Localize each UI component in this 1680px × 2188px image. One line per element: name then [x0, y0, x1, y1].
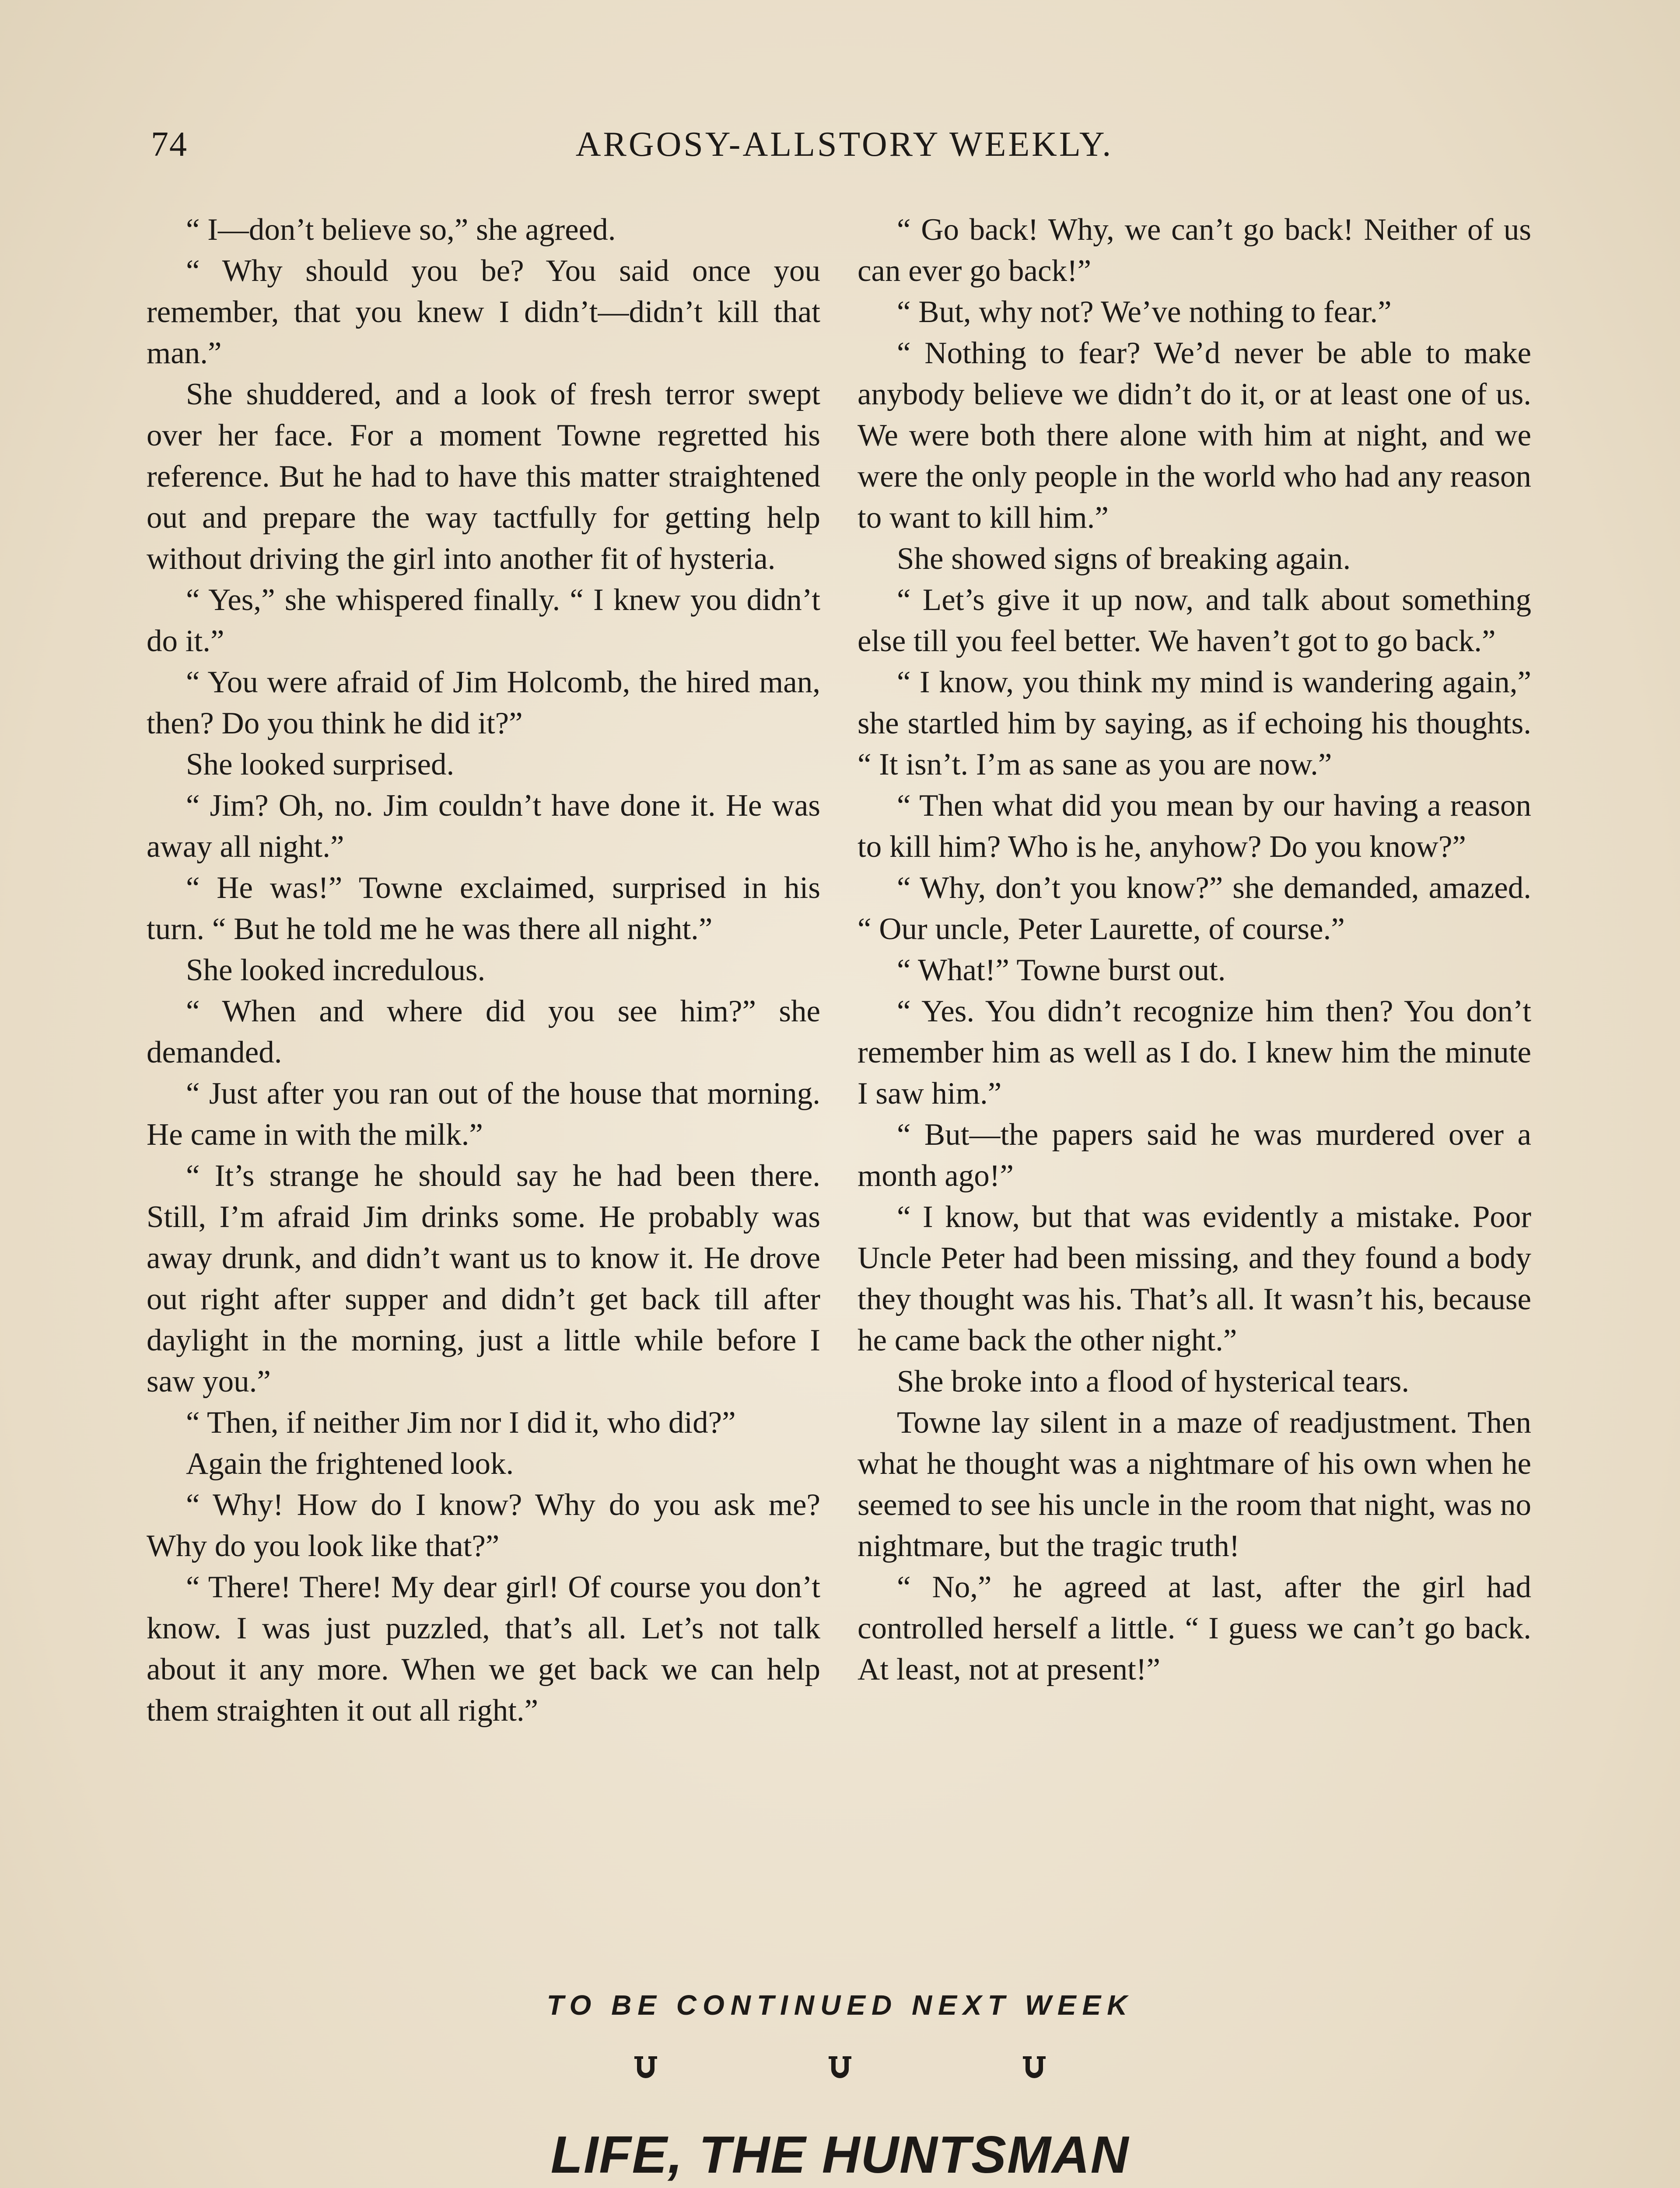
horseshoe-ornament-icon [826, 2055, 854, 2083]
paragraph: “ When and where did you see him?” she demanded. [147, 994, 820, 1069]
paragraph: “ Why, don’t you know?” she demanded, amazed. “ Our uncle, Peter Laurette, of course.” [858, 871, 1531, 946]
left-text-column [147, 209, 820, 1731]
paragraph: She shuddered, and a look of fresh terror swept over her face. For a moment Towne regretted his reference. But he had to have this matter straightened out and prepare the way tactfully for getting help without driving the girl into another fit of hysteria. [147, 377, 820, 576]
continued-notice: TO BE CONTINUED NEXT WEEK [546, 1989, 1134, 2021]
paragraph: “ Then what did you mean by our having a reason to kill him? Who is he, anyhow? Do you know?” [858, 789, 1531, 864]
paragraph: “ I—don’t believe so,” she agreed. [186, 213, 616, 247]
paragraph: “ Nothing to fear? We’d never be able to make anybody believe we didn’t do it, or at least one of us. We were both there alone with him at night, and we were the only people in the world who had any reason to want to kill him.” [858, 336, 1531, 535]
paragraph: “ Then, if neither Jim nor I did it, who did?” [186, 1406, 736, 1440]
paragraph: “ Yes. You didn’t recognize him then? You don’t remember him as well as I do. I knew him the minute I saw him.” [858, 994, 1531, 1111]
paragraph: “ Why should you be? You said once you remember, that you knew I didn’t—didn’t kill that man.” [147, 254, 820, 370]
paragraph: She broke into a flood of hysterical tears. [897, 1364, 1410, 1399]
paragraph: Again the frightened look. [186, 1447, 514, 1481]
paragraph: “ I know, but that was evidently a mistake. Poor Uncle Peter had been missing, and they found a body they thought was his. That’s all. It wasn’t his, because he came back the other night.” [858, 1200, 1531, 1357]
paragraph: Towne lay silent in a maze of readjustment. Then what he thought was a nightmare of his own when he seemed to see his uncle in the room that night, was no nightmare, but the tragic truth! [858, 1406, 1531, 1563]
poem-title: LIFE, THE HUNTSMAN [550, 2125, 1130, 2184]
paragraph: “ What!” Towne burst out. [897, 953, 1226, 987]
paragraph: “ There! There! My dear girl! Of course you don’t know. I was just puzzled, that’s all. Let’s not talk about it any more. When we get back we can help them straighten it out all right.” [147, 1570, 820, 1728]
paragraph: “ Let’s give it up now, and talk about something else till you feel better. We haven’t got to go back.” [858, 583, 1531, 658]
ornament-divider [0, 2055, 1680, 2094]
right-text-column [858, 209, 1531, 1690]
paragraph: “ No,” he agreed at last, after the girl had controlled herself a little. “ I guess we can’t go back. At least, not at present!” [858, 1570, 1531, 1687]
paragraph: She showed signs of breaking again. [897, 542, 1351, 576]
paragraph: She looked surprised. [186, 747, 455, 782]
paragraph: “ But—the papers said he was murdered over a month ago!” [858, 1118, 1531, 1193]
paragraph: “ Go back! Why, we can’t go back! Neither of us can ever go back!” [858, 213, 1531, 288]
paragraph: “ It’s strange he should say he had been there. Still, I’m afraid Jim drinks some. He probably was away drunk, and didn’t want us to know it. He drove out right after supper and didn’t get back till after daylight in the morning, just a little while before I saw you.” [147, 1159, 820, 1399]
paragraph: “ But, why not? We’ve nothing to fear.” [897, 295, 1392, 329]
paragraph: “ I know, you think my mind is wandering again,” she startled him by saying, as if echoing his thoughts. “ It isn’t. I’m as sane as you are now.” [858, 665, 1531, 782]
paragraph: “ You were afraid of Jim Holcomb, the hired man, then? Do you think he did it?” [147, 665, 820, 740]
horseshoe-ornament-icon [1020, 2055, 1048, 2083]
paragraph: “ Why! How do I know? Why do you ask me? Why do you look like that?” [147, 1488, 820, 1563]
page-number: 74 [151, 125, 188, 164]
running-title: ARGOSY-ALLSTORY WEEKLY. [575, 125, 1113, 164]
paragraph: “ Yes,” she whispered finally. “ I knew you didn’t do it.” [147, 583, 820, 658]
paragraph: “ He was!” Towne exclaimed, surprised in his turn. “ But he told me he was there all night.” [147, 871, 820, 946]
page-header [151, 125, 1538, 173]
paragraph: She looked incredulous. [186, 953, 486, 987]
paragraph: “ Jim? Oh, no. Jim couldn’t have done it. He was away all night.” [147, 789, 820, 864]
horseshoe-ornament-icon [632, 2055, 660, 2083]
paragraph: “ Just after you ran out of the house that morning. He came in with the milk.” [147, 1076, 820, 1152]
